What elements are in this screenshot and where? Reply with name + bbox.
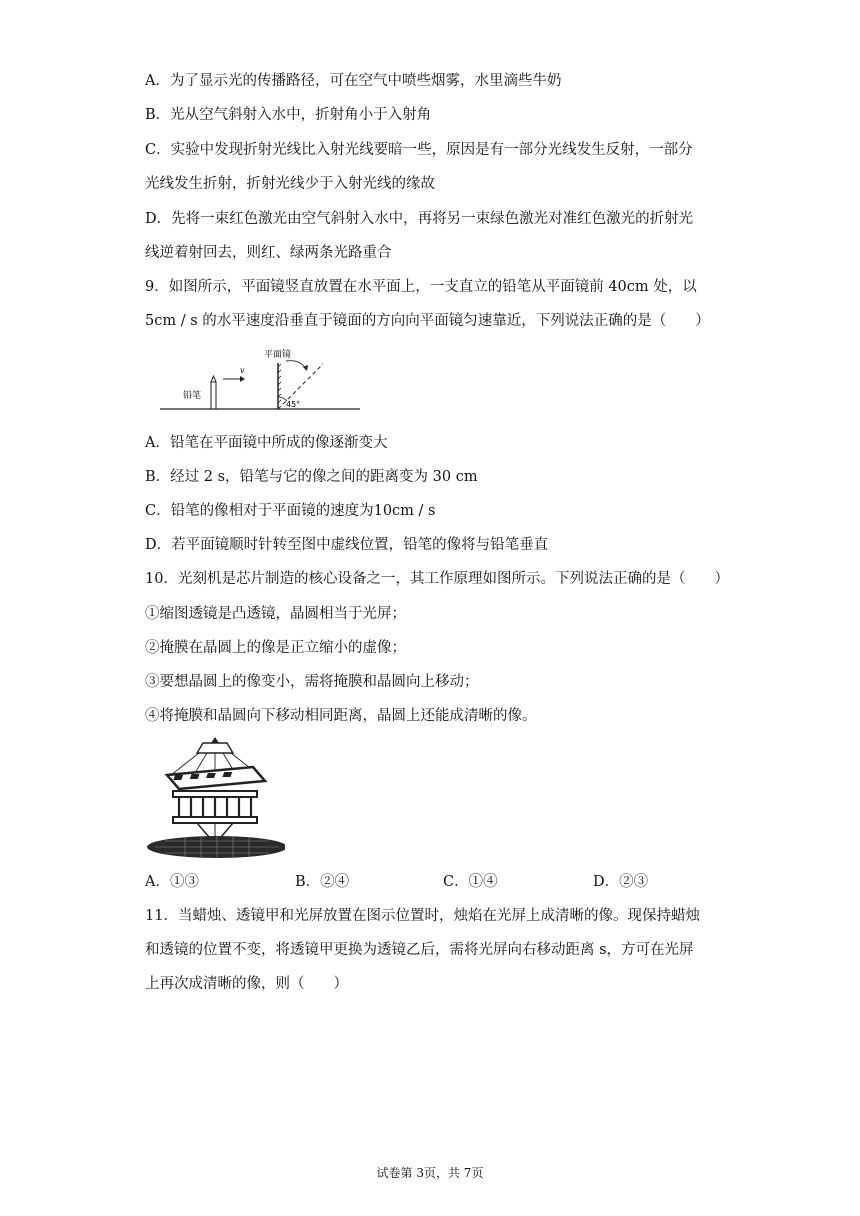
- q9-mirror-figure: [160, 345, 360, 415]
- lamp-housing: [197, 743, 233, 753]
- q8-option-b: B．光从空气斜射入水中，折射角小于入射角: [145, 107, 432, 123]
- q9-option-c: C．铅笔的像相对于平面镜的速度为10cm / s: [145, 503, 436, 519]
- q10-choice-b: B．②④: [295, 874, 350, 890]
- pencil-shape: [211, 382, 216, 409]
- q8-option-c-line1: C．实验中发现折射光线比入射光线要暗一些，原因是有一部分光线发生反射，一部分: [145, 142, 693, 158]
- lens-top-ring: [173, 791, 257, 797]
- lamp-tip: [211, 737, 219, 743]
- lens-pillars: [179, 797, 251, 817]
- q9-option-b: B．经过 2 s，铅笔与它的像之间的距离变为 30 cm: [145, 469, 478, 485]
- q11-stem-line3: 上再次成清晰的像，则（ ）: [145, 976, 348, 992]
- rotation-arc: [286, 361, 306, 369]
- q8-option-a: A．为了显示光的传播路径，可在空气中喷些烟雾，水里滴些牛奶: [145, 73, 562, 89]
- velocity-label: v: [240, 366, 245, 375]
- q11-stem-line2: 和透镜的位置不变，将透镜甲更换为透镜乙后，需将光屏向右移动距离 s，方可在光屏: [145, 942, 694, 958]
- pencil-tip: [211, 376, 216, 382]
- q10-statement-1: ①缩图透镜是凸透镜，晶圆相当于光屏；: [145, 606, 406, 622]
- q9-option-a: A．铅笔在平面镜中所成的像逐渐变大: [145, 435, 388, 451]
- velocity-arrow-head: [240, 376, 245, 382]
- q10-lithography-diagram: [145, 737, 285, 859]
- q10-statement-2: ②掩膜在晶圆上的像是正立缩小的虚像；: [145, 640, 406, 656]
- q8-option-d-line2: 线逆着射回去，则红、绿两条光路重合: [145, 245, 392, 261]
- q9-stem-line1: 9．如图所示，平面镜竖直放置在水平面上，一支直立的铅笔从平面镜前 40cm 处，以: [145, 279, 697, 295]
- pencil-label: 铅笔: [183, 391, 202, 401]
- q10-statement-4: ④将掩膜和晶圆向下移动相同距离，晶圆上还能成清晰的像。: [145, 708, 537, 724]
- q9-stem-line2: 5cm / s 的水平速度沿垂直于镜面的方向向平面镜匀速靠近，下列说法正确的是（ ）: [145, 313, 710, 329]
- rotated-mirror-dashed: [278, 364, 323, 409]
- q10-choice-a: A．①③: [145, 874, 199, 890]
- page-footer: 试卷第 3页，共 7页: [376, 1166, 484, 1180]
- q10-choice-d: D．②③: [593, 874, 649, 890]
- q10-stem: 10．光刻机是芯片制造的核心设备之一，其工作原理如图所示。下列说法正确的是（ ）: [145, 571, 729, 587]
- mirror-label: 平面镜: [264, 350, 292, 360]
- q11-stem-line1: 11．当蜡烛、透镜甲和光屏放置在图示位置时，烛焰在光屏上成清晰的像。现保持蜡烛: [145, 908, 700, 924]
- q9-option-d: D．若平面镜顺时针转至图中虚线位置，铅笔的像将与铅笔垂直: [145, 537, 549, 553]
- q8-option-c-line2: 光线发生折射，折射光线少于入射光线的缘故: [145, 176, 435, 192]
- angle-label: 45°: [286, 400, 301, 409]
- q8-option-d-line1: D．先将一束红色激光由空气斜射入水中，再将另一束绿色激光对准红色激光的折射光: [145, 211, 694, 227]
- lens-bottom-ring: [173, 817, 257, 823]
- q10-lithography-figure: [145, 737, 285, 859]
- q9-mirror-diagram: [160, 345, 360, 415]
- q10-choice-c: C．①④: [443, 874, 498, 890]
- q10-statement-3: ③要想晶圆上的像变小，需将掩膜和晶圆向上移动；: [145, 674, 479, 690]
